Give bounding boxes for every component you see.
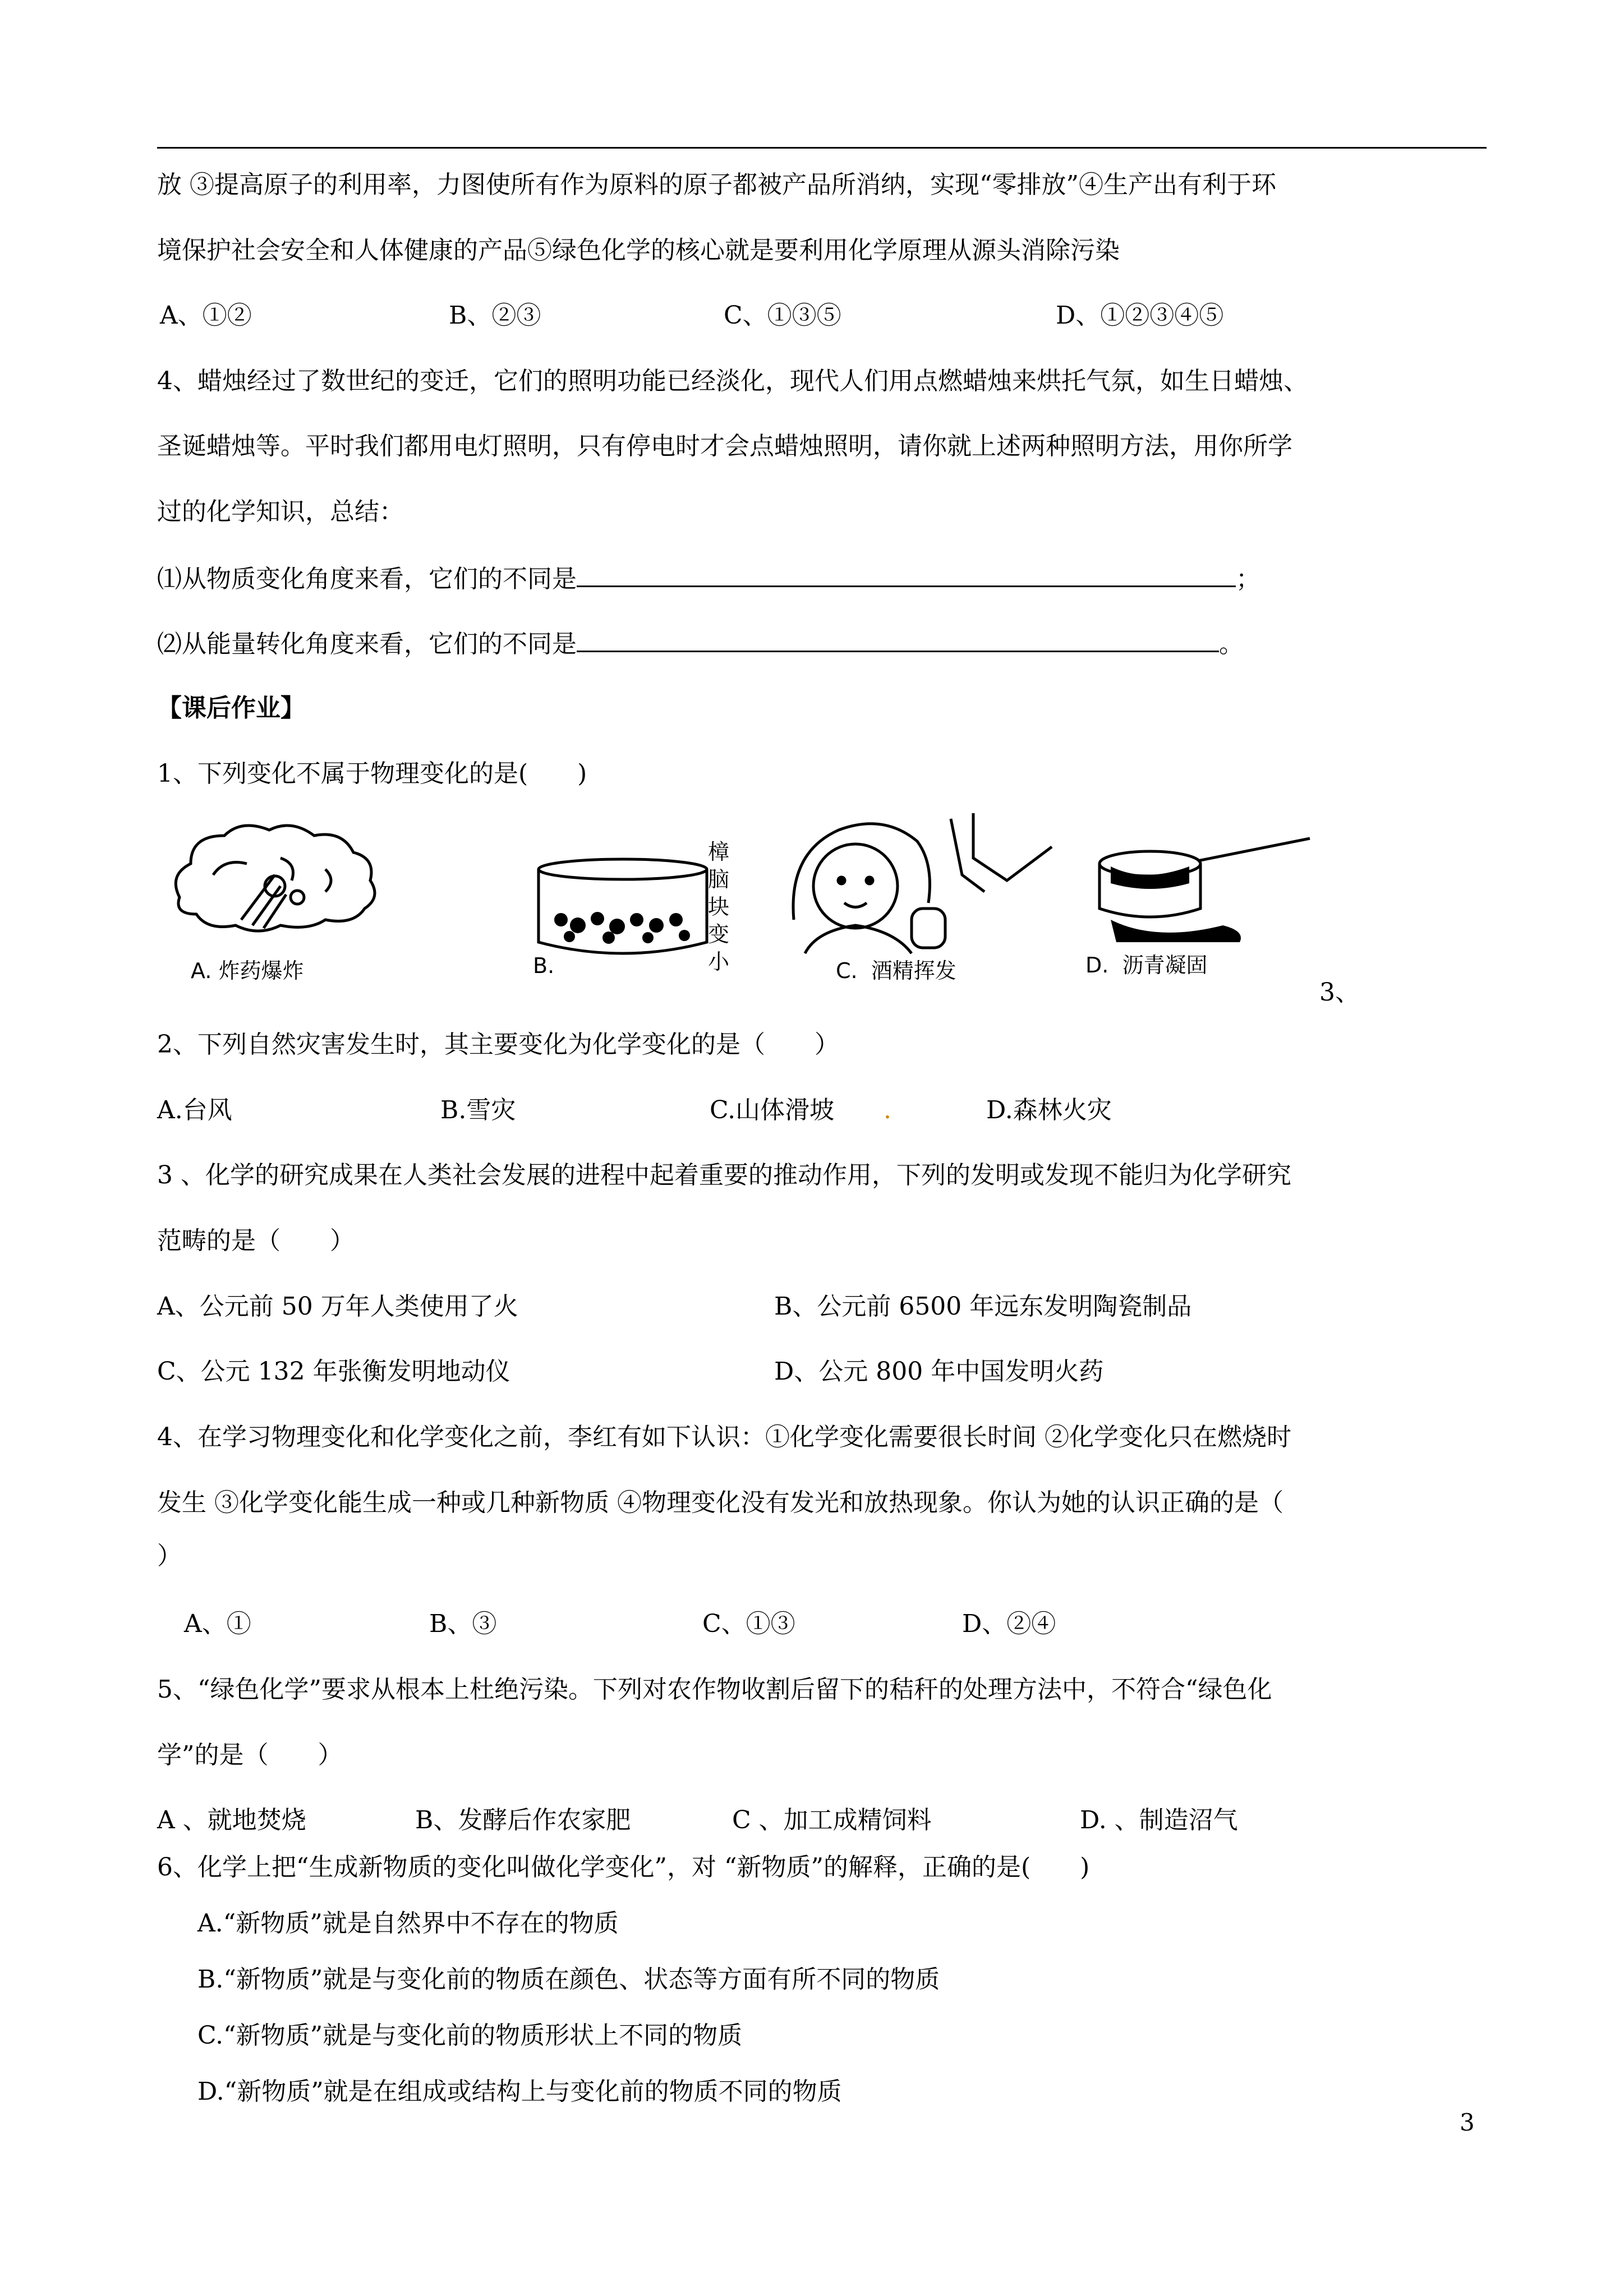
option-c: C.山体滑坡 (710, 1096, 835, 1124)
option-b: B、发酵后作农家肥 (415, 1806, 631, 1834)
explosion-illustration (168, 819, 426, 942)
text-line: 发生 ③化学变化能生成一种或几种新物质 ④物理变化没有发光和放热现象。你认为她的认识正确的是（ (157, 1488, 1283, 1517)
figure-side-label: 樟脑块变小 (708, 840, 730, 974)
question-6: 6、化学上把“生成新物质的变化叫做化学变化”，对 “新物质”的解释，正确的是( ) (157, 1853, 1090, 1882)
text-line: 放 ③提高原子的利用率，力图使所有作为原料的原子都被产品所消纳，实现“零排放”④生产出有利于环 (157, 170, 1276, 199)
figure-caption-d: D. 沥青凝固 (1085, 953, 1208, 978)
text-line: 过的化学知识，总结： (157, 497, 404, 526)
section-heading: 【课后作业】 (157, 694, 305, 722)
option-c: C 、加工成精饲料 (732, 1806, 932, 1834)
trailing-number: 3、 (1319, 978, 1360, 1007)
text-line: 3 、化学的研究成果在人类社会发展的进程中起着重要的推动作用，下列的发明或发现不能归为化学研究 (157, 1161, 1291, 1190)
figure-caption-c: C. 酒精挥发 (836, 958, 956, 983)
option-b: B、③ (429, 1610, 497, 1638)
text-line: 境保护社会安全和人体健康的产品⑤绿色化学的核心就是要利用化学原理从源头消除污染 (157, 236, 1120, 265)
answer-blank[interactable] (577, 561, 1236, 587)
text-line: 4、在学习物理变化和化学变化之前，李红有如下认识：①化学变化需要很长时间 ②化学变化只在燃烧时 (157, 1423, 1291, 1451)
header-rule (157, 147, 1487, 149)
option-c: C、①③⑤ (724, 301, 841, 330)
text-line: 5、“绿色化学”要求从根本上杜绝污染。下列对农作物收割后留下的秸秆的处理方法中，不符合“绿色化 (157, 1675, 1272, 1704)
option-d: D.森林火灾 (986, 1096, 1112, 1124)
asphalt-pot-illustration (1088, 836, 1324, 948)
option-d: D、公元 800 年中国发明火药 (774, 1357, 1104, 1386)
option-c: C、①③ (702, 1610, 795, 1638)
option-a: A 、就地焚烧 (157, 1806, 306, 1834)
option-a: A.“新物质”就是自然界中不存在的物质 (197, 1909, 619, 1938)
camphor-dish-illustration (527, 852, 718, 965)
text-line: 范畴的是（ ） (157, 1227, 355, 1255)
option-b: B.“新物质”就是与变化前的物质在颜色、状态等方面有所不同的物质 (197, 1965, 940, 1994)
option-c: C.“新物质”就是与变化前的物质形状上不同的物质 (197, 2021, 743, 2050)
option-a: A、公元前 50 万年人类使用了火 (157, 1292, 518, 1321)
text-line: 学”的是（ ） (157, 1741, 343, 1769)
question-1: 1、下列变化不属于物理变化的是( ) (157, 759, 587, 788)
alcohol-evaporation-illustration (783, 808, 1063, 959)
option-a: A.台风 (157, 1096, 232, 1124)
option-b: B、②③ (449, 301, 541, 330)
answer-blank[interactable] (577, 626, 1219, 652)
option-d: D、②④ (962, 1610, 1056, 1638)
option-a: A、① (184, 1610, 251, 1638)
text-line: 圣诞蜡烛等。平时我们都用电灯照明，只有停电时才会点蜡烛照明，请你就上述两种照明方法，用你所学 (157, 432, 1292, 460)
question-2: 2、下列自然灾害发生时，其主要变化为化学变化的是（ ） (157, 1030, 839, 1059)
stray-dot: . (884, 1096, 891, 1124)
page-number: 3 (1460, 2109, 1475, 2136)
option-c: C、公元 132 年张衡发明地动仪 (157, 1357, 510, 1386)
figure-caption-b: B. (533, 953, 555, 978)
option-a: A、①② (160, 301, 252, 330)
option-d: D. 、制造沼气 (1080, 1806, 1238, 1834)
option-b: B、公元前 6500 年远东发明陶瓷制品 (774, 1292, 1192, 1321)
option-d: D.“新物质”就是在组成或结构上与变化前的物质不同的物质 (197, 2077, 842, 2106)
text-line: ） (157, 1542, 182, 1570)
figure-caption-a: A. 炸药爆炸 (191, 958, 304, 983)
option-b: B.雪灾 (440, 1096, 516, 1124)
fill-in-line-2: ⑵从能量转化角度来看，它们的不同是 。 (157, 626, 1244, 661)
option-d: D、①②③④⑤ (1056, 301, 1224, 330)
fill-in-line-1: ⑴从物质变化角度来看，它们的不同是 ； (157, 561, 1260, 596)
text-line: 4、蜡烛经过了数世纪的变迁，它们的照明功能已经淡化，现代人们用点燃蜡烛来烘托气氛，如生日蜡烛、 (157, 367, 1308, 395)
